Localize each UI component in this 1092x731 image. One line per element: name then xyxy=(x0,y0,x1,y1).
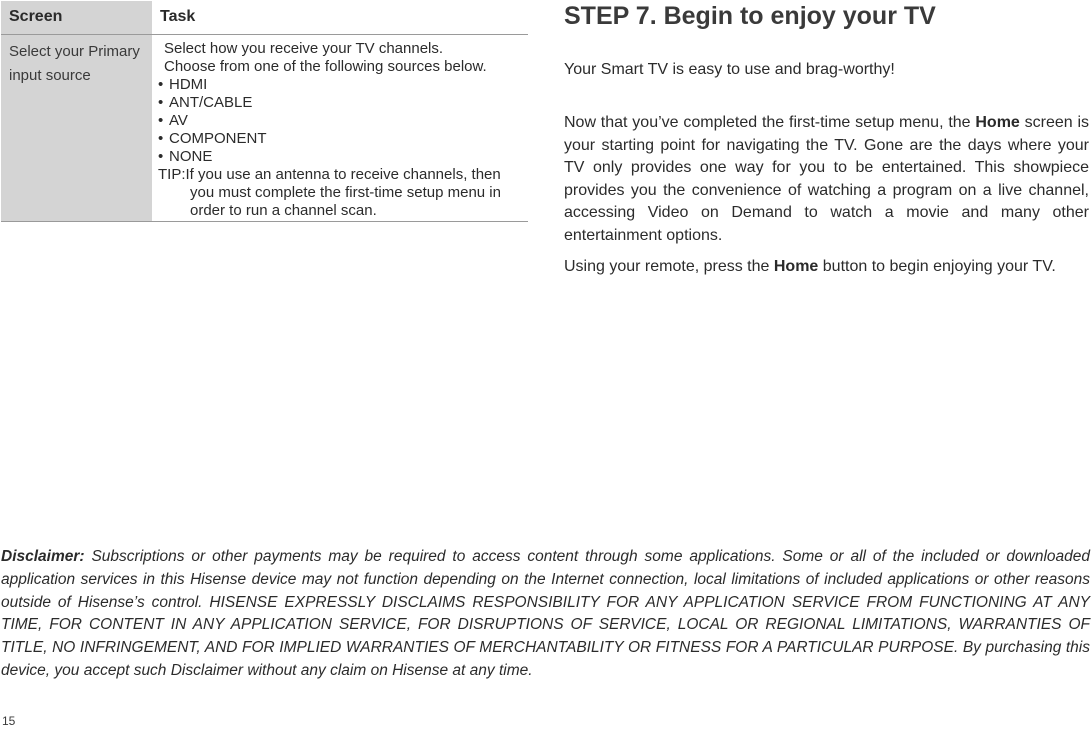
disclaimer-text: Subscriptions or other payments may be required to access content through some applications. Some or all of the included or downloaded application services in this Hisense device may not function depending on the Internet connection, local limitations of included applications or other reasons outside of Hisense’s control. HISENSE EXPRESSLY DISCLAIMS RESPONSIBILITY FOR ANY APPLICATION SERVICE FROM FUNCTIONING AT ANY TIME, FOR CONTENT IN ANY APPLICATION SERVICE, FOR DISRUPTIONS OF SERVICE, LOCAL OR REGIONAL LIMITATIONS, WARRANTIES OF TITLE, NO INFRINGEMENT, AND FOR IMPLIED WARRANTIES OF MERCHANTABILITY OR FITNESS FOR A PARTICULAR PURPOSE. By purchasing this device, you accept such Disclaimer without any claim on Hisense at any time. xyxy=(1,548,1090,679)
source-list xyxy=(158,76,528,166)
disclaimer xyxy=(1,546,1090,683)
list-item xyxy=(158,94,528,112)
bullet-icon: • xyxy=(158,147,164,165)
task-column-header: Task xyxy=(152,1,528,34)
task-cell xyxy=(152,34,528,221)
table-header-row xyxy=(1,1,528,34)
tip-note xyxy=(158,166,528,220)
list-item xyxy=(158,112,528,130)
tip-line: TIP:If you use an antenna to receive channels, then xyxy=(158,165,501,183)
source-option: ANT/CABLE xyxy=(169,93,253,111)
bullet-icon: • xyxy=(158,111,164,129)
step-intro: Your Smart TV is easy to use and brag-worthy! xyxy=(564,61,895,78)
tip-line: order to run a channel scan. xyxy=(190,201,377,219)
paragraph-text: Using your remote, press the xyxy=(564,258,774,275)
list-item xyxy=(158,148,528,166)
screen-cell-line: input source xyxy=(9,66,91,84)
screen-cell-line: Select your Primary xyxy=(9,42,140,60)
paragraph-text: screen is your starting point for navigating the TV. Gone are the days where your TV only provides one way for you to be entertained. This showpiece provides you the convenience of watching a program on a live channel, accessing Video on Demand to watch a movie and many other entertainment options. xyxy=(564,114,1090,244)
step-title: STEP 7. Begin to enjoy your TV xyxy=(564,2,936,30)
task-instruction: Choose from one of the following sources below. xyxy=(164,57,487,75)
table-row xyxy=(1,34,528,221)
list-item xyxy=(158,130,528,148)
list-item xyxy=(158,76,528,94)
home-keyword: Home xyxy=(773,258,819,275)
home-keyword: Home xyxy=(975,114,1020,131)
step-paragraph xyxy=(564,112,1089,247)
screen-column-header: Screen xyxy=(1,1,152,34)
step-paragraph xyxy=(564,256,1089,279)
screen-cell xyxy=(1,34,152,221)
source-option: NONE xyxy=(169,147,213,165)
disclaimer-label: Disclaimer: xyxy=(1,548,85,565)
task-instruction: Select how you receive your TV channels. xyxy=(164,39,444,57)
page-number: 15 xyxy=(2,714,16,728)
setup-table xyxy=(1,1,528,222)
source-option: HDMI xyxy=(169,75,208,93)
paragraph-text: button to begin enjoying your TV. xyxy=(818,258,1056,275)
bullet-icon: • xyxy=(158,75,164,93)
paragraph-text: Now that you’ve completed the first-time setup menu, the xyxy=(564,114,976,131)
bullet-icon: • xyxy=(158,129,164,147)
source-option: AV xyxy=(169,111,188,129)
source-option: COMPONENT xyxy=(169,129,267,147)
tip-line: you must complete the first-time setup menu in xyxy=(190,183,501,201)
bullet-icon: • xyxy=(158,93,164,111)
